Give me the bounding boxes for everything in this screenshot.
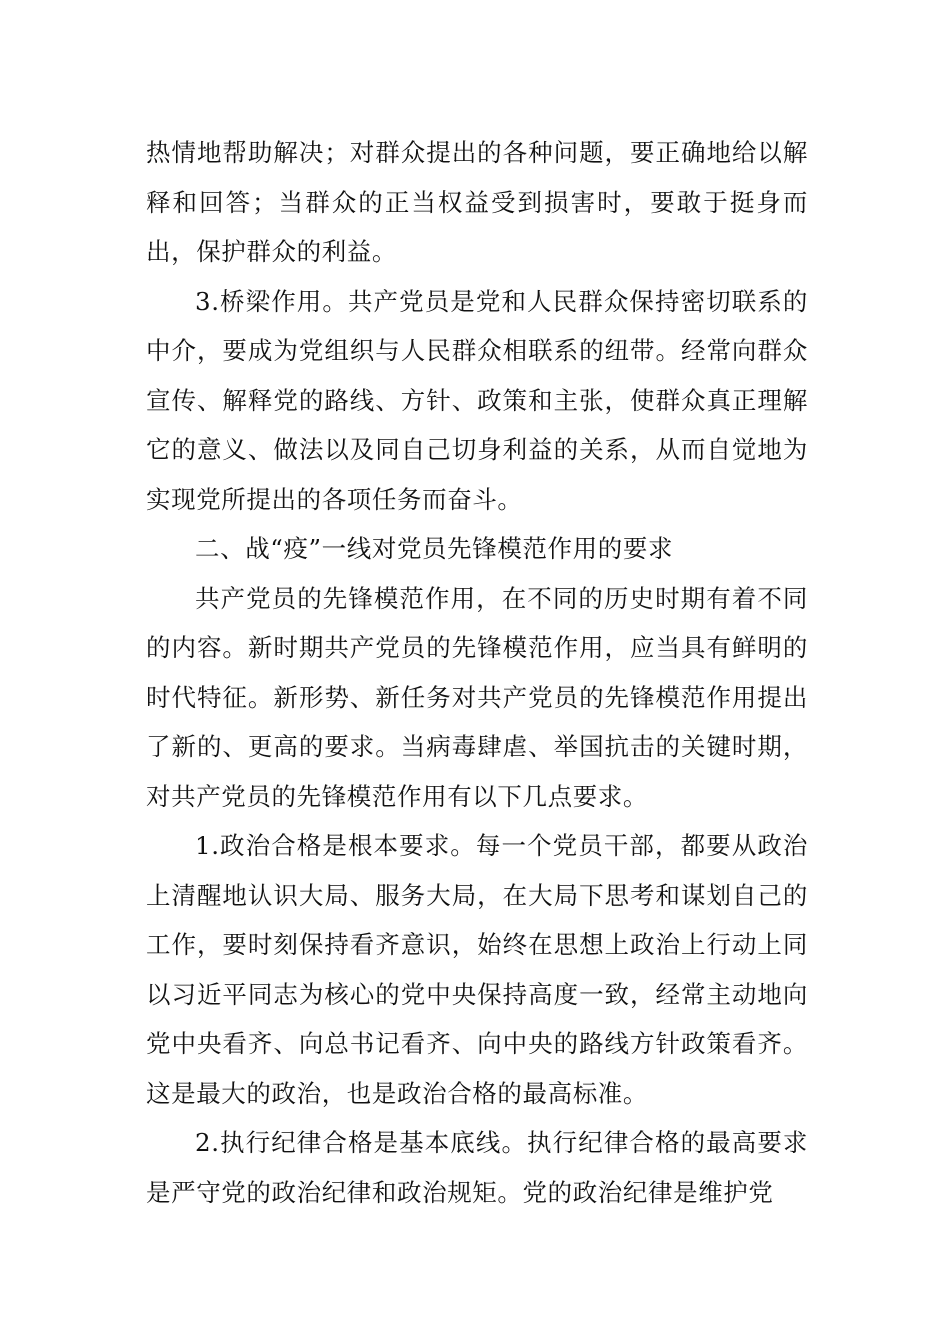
paragraph-discipline-qualification: 2.执行纪律合格是基本底线。执行纪律合格的最高要求是严守党的政治纪律和政治规矩。党的政治纪律是维护党	[146, 1128, 808, 1207]
section-heading: 二、战“疫”一线对党员先锋模范作用的要求	[195, 534, 674, 563]
paragraph-bridge-role: 3.桥梁作用。共产党员是党和人民群众保持密切联系的中介，要成为党组织与人民群众相联系的纽带。经常向群众宣传、解释党的路线、方针、政策和主张，使群众真正理解它的意义、做法以及同自己切身利益的关系，从而自觉地为实现党所提出的各项任务而奋斗。	[146, 286, 808, 514]
paragraph-continuation: 热情地帮助解决；对群众提出的各种问题，要正确地给以解释和回答；当群众的正当权益受到损害时，要敢于挺身而出，保护群众的利益。	[146, 138, 808, 266]
paragraph-political-qualification: 1.政治合格是根本要求。每一个党员干部，都要从政治上清醒地认识大局、服务大局，在大局下思考和谋划自己的工作，要时刻保持看齐意识，始终在思想上政治上行动上同以习近平同志为核心的党中央保持高度一致，经常主动地向党中央看齐、向总书记看齐、向中央的路线方针政策看齐。这是最大的政治，也是政治合格的最高标准。	[146, 831, 808, 1108]
document-body	[146, 128, 808, 1217]
paragraph-intro: 共产党员的先锋模范作用，在不同的历史时期有着不同的内容。新时期共产党员的先锋模范作用，应当具有鲜明的时代特征。新形势、新任务对共产党员的先锋模范作用提出了新的、更高的要求。当病毒肆虐、举国抗击的关键时期，对共产党员的先锋模范作用有以下几点要求。	[146, 583, 808, 811]
